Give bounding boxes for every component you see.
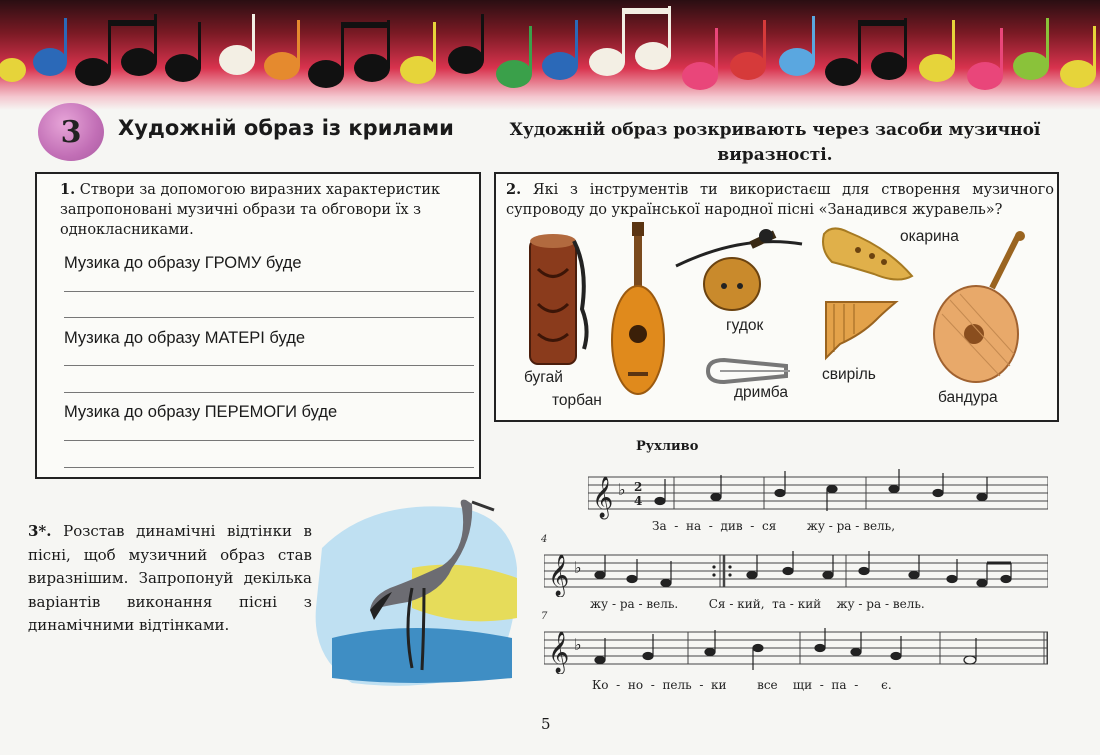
lyric-hyphen: -: [750, 519, 755, 533]
lyric-syllable: вель.: [646, 597, 679, 611]
prompt-mother: Музика до образу МАТЕРІ буде: [64, 329, 306, 347]
staff-line-3: [544, 624, 1048, 674]
lyric-syllable: див: [720, 519, 743, 533]
answer-line[interactable]: [64, 440, 474, 441]
lyric-syllable: жу: [590, 597, 609, 611]
lyric-hyphen: -: [708, 519, 713, 533]
lesson-number: 3: [60, 114, 82, 150]
bandura-icon: [930, 230, 1030, 386]
lyric-syllable: все: [757, 678, 778, 692]
lyric-hyphen: -: [729, 597, 734, 611]
tempo-marking: Рухливо: [636, 439, 699, 454]
prompt-victory: Музика до образу ПЕРЕМОГИ буде: [64, 403, 338, 421]
lyric-hyphen: -: [854, 678, 859, 692]
music-notes-banner: [0, 0, 1100, 110]
torban-icon: [610, 222, 670, 400]
lyric-hyphen: -: [789, 597, 794, 611]
lesson-number-badge: [38, 103, 104, 161]
instrument-label-bandura: бандура: [938, 389, 998, 406]
lyric-syllable: вель,: [863, 519, 896, 533]
lyric-syllable: Ко: [592, 678, 609, 692]
svg-text:♭: ♭: [574, 558, 582, 577]
lyric-hyphen: -: [855, 519, 860, 533]
svg-text:4: 4: [634, 494, 643, 508]
staff-line-1: [588, 469, 1048, 521]
pipe-icon: [822, 298, 902, 362]
task2-text: [506, 180, 1054, 220]
lyric-syllable: За: [652, 519, 667, 533]
instrument-label-svyril: свиріль: [822, 366, 876, 383]
lyric-syllable: ра: [836, 519, 852, 533]
instrument-label-hudok: гудок: [726, 317, 764, 334]
lyric-syllable: щи: [792, 678, 813, 692]
lyric-hyphen: -: [616, 678, 621, 692]
task2-box: [494, 172, 1059, 422]
answer-line[interactable]: [64, 291, 474, 292]
answer-line[interactable]: [64, 392, 474, 393]
lyric-syllable: та: [772, 597, 786, 611]
svg-text:♭: ♭: [618, 480, 626, 499]
task1-number: 1.: [60, 181, 76, 198]
lyric-hyphen: -: [858, 597, 863, 611]
lyrics-line-3: [592, 678, 1032, 692]
task1-text: [60, 180, 460, 240]
lesson-motto: Художній образ розкривають через засоби музичної виразності.: [509, 120, 1041, 165]
lyric-syllable: па: [831, 678, 847, 692]
instrument-label-drymba: дримба: [734, 384, 788, 401]
lyric-syllable: но: [627, 678, 644, 692]
drymba-icon: [700, 356, 792, 386]
task1-question: Створи за допомогою виразних характеристик запропоновані музичні образи та обговори їх з однокласниками.: [60, 182, 441, 238]
lyric-syllable: вель.: [892, 597, 925, 611]
svg-text:𝄞: 𝄞: [548, 555, 570, 596]
lyric-syllable: є.: [881, 678, 892, 692]
crane-illustration-icon: [312, 488, 522, 693]
task2-question: Які з інструментів ти використаєш для створення музичного супроводу до української народної пісні «Занадився журавель»?: [506, 182, 1054, 218]
lyrics-line-1: [652, 519, 1052, 533]
task2-number: 2.: [506, 181, 522, 198]
task3-question: Розстав динамічні відтінки в пісні, щоб музичний образ став виразнішим. Запропонуй декілька варіантів виконання пісні з динамічними відтінками.: [28, 522, 312, 634]
lyric-hyphen: -: [650, 678, 655, 692]
answer-line[interactable]: [64, 467, 474, 468]
lyric-hyphen: -: [819, 678, 824, 692]
lyric-syllable: кий,: [737, 597, 765, 611]
prompt-thunder: Музика до образу ГРОМУ буде: [64, 254, 302, 272]
measure-number-4: 4: [541, 534, 548, 545]
instrument-label-torban: торбан: [552, 392, 602, 409]
lyric-syllable: ки: [711, 678, 727, 692]
lyric-syllable: ра: [619, 597, 635, 611]
lesson-title: Художній образ із крилами: [118, 116, 454, 140]
lyric-syllable: пель: [662, 678, 692, 692]
svg-text:𝄞: 𝄞: [548, 632, 570, 673]
lyric-hyphen: -: [611, 597, 616, 611]
task3-number: 3*.: [28, 522, 52, 540]
lyric-hyphen: -: [884, 597, 890, 611]
lyric-hyphen: -: [638, 597, 643, 611]
lyric-hyphen: -: [699, 678, 704, 692]
buhai-drum-icon: [524, 229, 594, 369]
hudok-icon: [672, 224, 812, 319]
page-number: 5: [541, 715, 551, 733]
instrument-label-okaryna: окарина: [900, 228, 959, 245]
lyric-syllable: кий: [797, 597, 822, 611]
task3-text: [28, 520, 312, 638]
task1-box: [35, 172, 481, 479]
answer-line[interactable]: [64, 365, 474, 366]
lyric-hyphen: -: [674, 519, 679, 533]
music-notes-icon: [0, 0, 1100, 110]
staff-line-2: [544, 547, 1048, 597]
lyric-syllable: жу: [806, 519, 825, 533]
lyric-syllable: ся: [761, 519, 777, 533]
measure-number-7: 7: [541, 611, 548, 622]
instrument-label-buhai: бугай: [524, 369, 563, 386]
answer-line[interactable]: [64, 317, 474, 318]
svg-text:𝄞: 𝄞: [592, 477, 614, 518]
lyrics-line-2: [590, 597, 1050, 611]
svg-text:2: 2: [634, 480, 643, 494]
lyric-syllable: жу: [836, 597, 855, 611]
lyric-hyphen: -: [828, 519, 833, 533]
svg-text:♭: ♭: [574, 635, 582, 654]
lyric-syllable: ра: [866, 597, 882, 611]
lyric-syllable: Ся: [708, 597, 726, 611]
lyric-syllable: на: [685, 519, 702, 533]
